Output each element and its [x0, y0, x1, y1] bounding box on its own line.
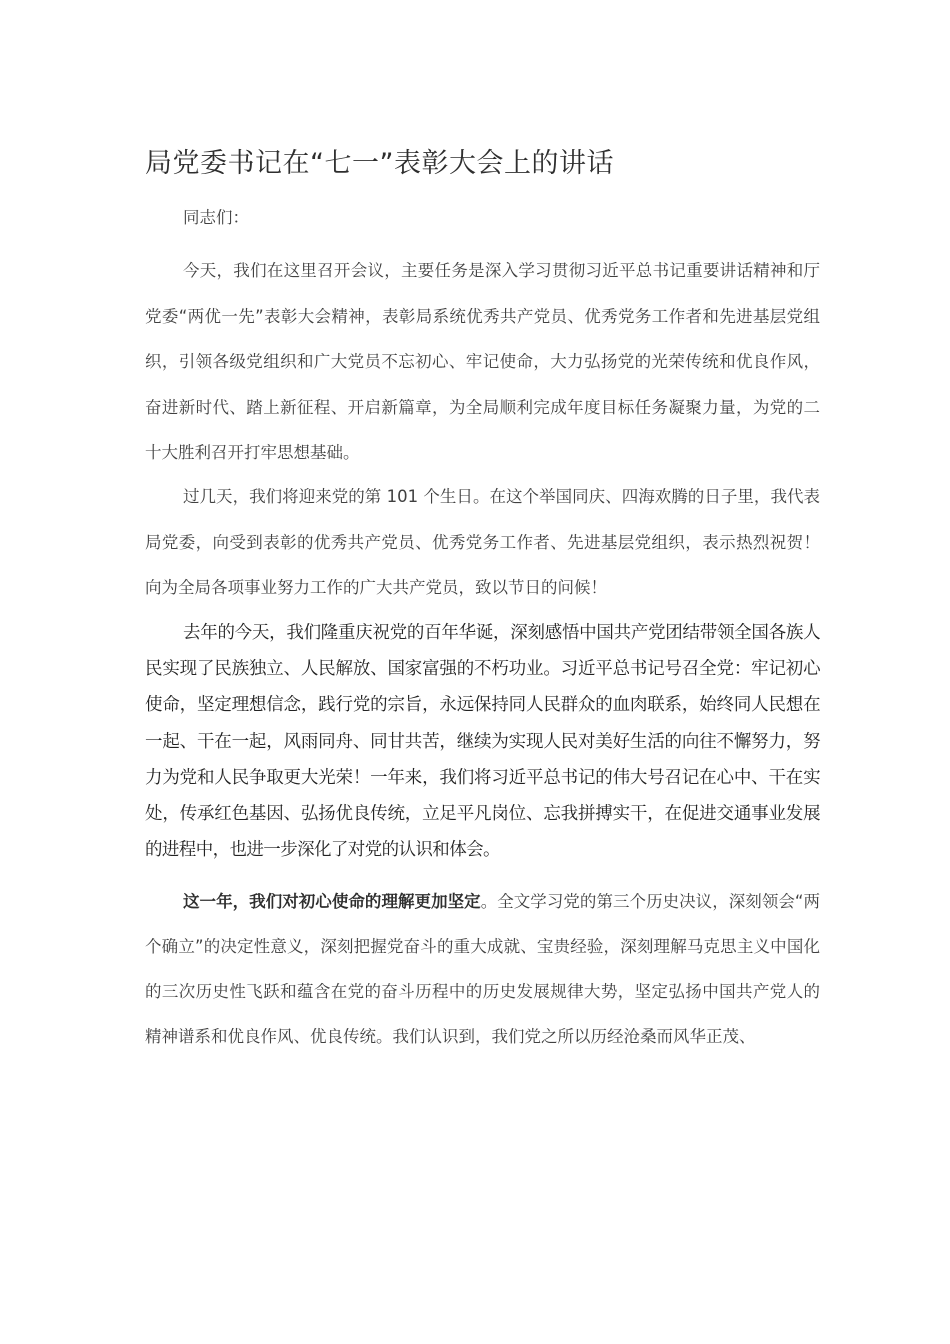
- salutation: 同志们：: [183, 208, 249, 227]
- paragraph-4-body: 。全文学习党的第三个历史决议，深刻领会“两个确立”的决定性意义，深刻把握党奋斗的重大成就、宝贵经验，深刻理解马克思主义中国化的三次历史性飞跃和蕴含在党的奋斗历程中的历史发展规律大势，坚定弘扬中国共产党人的精神谱系和优良作风、优良传统。我们认识到，我们党之所以历经沧桑而风华正茂、: [145, 892, 820, 1046]
- paragraph-1: 今天，我们在这里召开会议，主要任务是深入学习贯彻习近平总书记重要讲话精神和厅党委“两优一先”表彰大会精神，表彰局系统优秀共产党员、优秀党务工作者和先进基层党组织，引领各级党组织和广大党员不忘初心、牢记使命，大力弘扬党的光荣传统和优良作风，奋进新时代、踏上新征程、开启新篇章，为全局顺利完成年度目标任务凝聚力量，为党的二十大胜利召开打牢思想基础。: [145, 261, 820, 462]
- document-title: 局党委书记在“七一”表彰大会上的讲话: [145, 148, 614, 179]
- paragraph-2: 过几天，我们将迎来党的第 101 个生日。在这个举国同庆、四海欢腾的日子里，我代表局党委，向受到表彰的优秀共产党员、优秀党务工作者、先进基层党组织，表示热烈祝贺！向为全局各项事业努力工作的广大共产党员，致以节日的问候！: [145, 487, 820, 597]
- paragraph-4-lead: 这一年，我们对初心使命的理解更加坚定: [183, 892, 481, 911]
- paragraph-3: 去年的今天，我们隆重庆祝党的百年华诞，深刻感悟中国共产党团结带领全国各族人民实现了民族独立、人民解放、国家富强的不朽功业。习近平总书记号召全党：牢记初心使命，坚定理想信念，践行党的宗旨，永远保持同人民群众的血肉联系，始终同人民想在一起、干在一起，风雨同舟、同甘共苦，继续为实现人民对美好生活的向往不懈努力，努力为党和人民争取更大光荣！一年来，我们将习近平总书记的伟大号召记在心中、干在实处，传承红色基因、弘扬优良传统，立足平凡岗位、忘我拼搏实干，在促进交通事业发展的进程中，也进一步深化了对党的认识和体会。: [145, 623, 820, 861]
- paragraph-4: [145, 879, 820, 1059]
